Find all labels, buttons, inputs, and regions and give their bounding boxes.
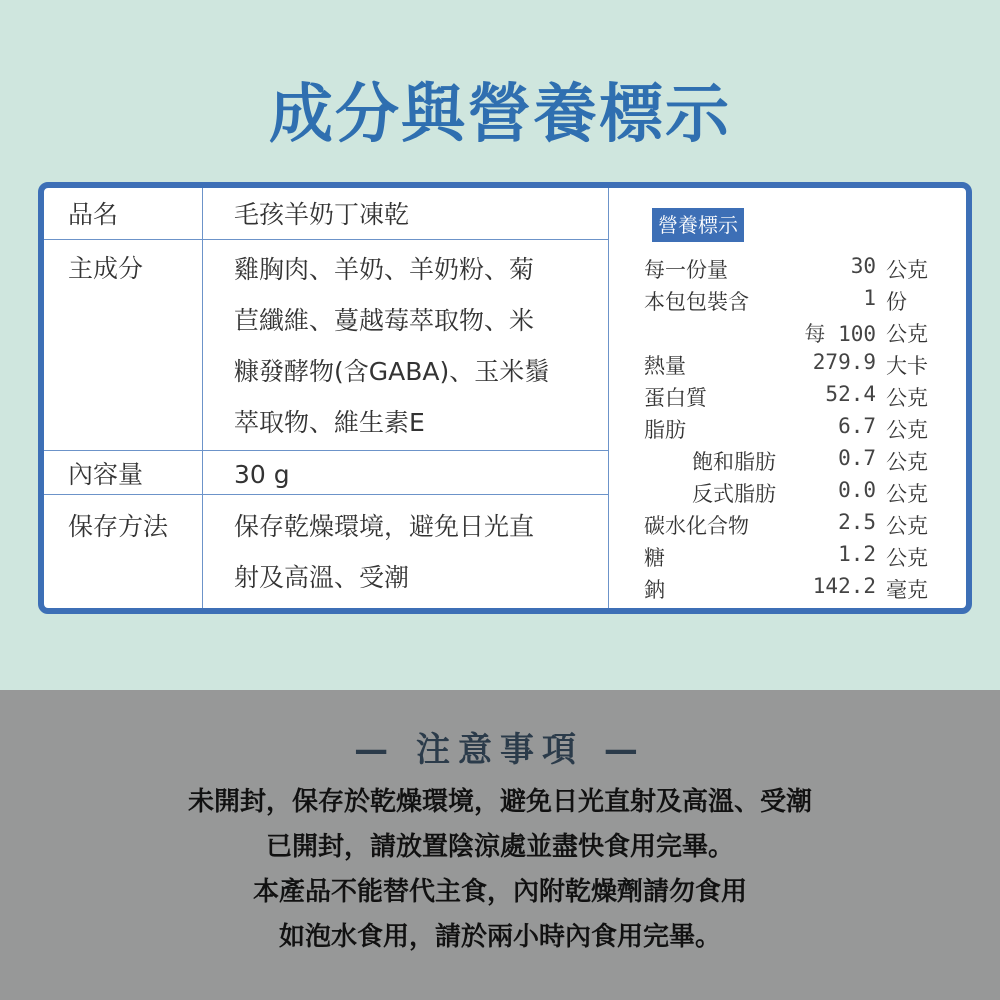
row-divider-2 [44,450,608,451]
storage-value [234,501,534,603]
nutrition-label: 本包包裝含 [644,290,749,314]
ingredients-line: 萃取物、維生素E [234,408,425,437]
nutrition-label: 反式脂肪 [692,482,776,506]
nutrition-row-saturated-fat [644,446,934,478]
notice-line: 未開封，保存於乾燥環境，避免日光直射及高溫、受潮 [187,787,812,817]
notice-line: 如泡水食用，請於兩小時內食用完畢。 [278,922,721,952]
nutrition-row-sodium [644,574,934,606]
row-divider-3 [44,494,608,495]
nutrition-value: 2.5 [838,510,876,534]
nutrition-row-sugar [644,542,934,574]
ingredients-line: 糠發酵物(含GABA)、玉米鬚 [234,357,550,386]
nutrition-row-carbohydrate [644,510,934,542]
nutrition-label: 每一份量 [644,258,728,282]
product-name-value: 毛孩羊奶丁凍乾 [234,200,410,229]
nutrition-value: 0.0 [838,478,876,502]
nutrition-row-energy [644,350,934,382]
storage-line: 保存乾燥環境，避免日光直 [234,512,535,541]
nutrition-unit: 份 [886,290,907,314]
notice-title: — 注意事項 — [354,730,646,770]
nutrition-value: 142.2 [812,574,876,598]
nutrition-value: 279.9 [812,350,876,374]
row-label-storage: 保存方法 [68,512,169,541]
nutrition-label: 飽和脂肪 [692,450,776,474]
ingredients-value [234,244,549,448]
nutrition-value: 每 100 [804,322,876,346]
nutrition-row-per-100 [644,318,934,350]
nutrition-row-serving-size [644,254,934,286]
nutrition-label: 熱量 [644,354,686,378]
nutrition-value: 1.2 [838,542,876,566]
ingredients-line: 雞胸肉、羊奶、羊奶粉、菊 [234,255,535,284]
column-divider-2 [608,188,609,608]
row-label-net-content: 內容量 [68,460,144,489]
row-label-ingredients: 主成分 [68,254,144,283]
notice-line: 本產品不能替代主食，內附乾燥劑請勿食用 [252,877,747,907]
net-content-value: 30 g [234,460,290,489]
nutrition-value: 1 [863,286,876,310]
info-card [38,182,972,614]
nutrition-label: 糖 [644,546,665,570]
nutrition-unit: 毫克 [886,578,928,602]
nutrition-row-servings [644,286,934,318]
page-title: 成分與營養標示 [269,78,731,152]
row-label-product-name: 品名 [68,200,119,229]
column-divider-1 [202,188,203,608]
nutrition-unit: 公克 [886,450,928,474]
nutrition-badge: 營養標示 [652,208,744,242]
row-divider-1 [44,239,608,240]
nutrition-unit: 公克 [886,258,928,282]
notice-list [0,780,1000,960]
nutrition-unit: 公克 [886,546,928,570]
nutrition-value: 0.7 [838,446,876,470]
notice-line: 已開封，請放置陰涼處並盡快食用完畢。 [265,832,734,862]
nutrition-unit: 公克 [886,386,928,410]
nutrition-value: 52.4 [825,382,876,406]
storage-line: 射及高溫、受潮 [234,563,410,592]
nutrition-unit: 大卡 [886,354,928,378]
nutrition-label: 蛋白質 [644,386,707,410]
ingredients-line: 苣纖維、蔓越莓萃取物、米 [234,306,535,335]
nutrition-unit: 公克 [886,418,928,442]
nutrition-row-trans-fat [644,478,934,510]
nutrition-row-fat [644,414,934,446]
nutrition-unit: 公克 [886,322,928,346]
nutrition-unit: 公克 [886,482,928,506]
nutrition-value: 6.7 [838,414,876,438]
nutrition-value: 30 [850,254,876,278]
nutrition-row-protein [644,382,934,414]
nutrition-unit: 公克 [886,514,928,538]
nutrition-label: 鈉 [644,578,665,602]
nutrition-label: 碳水化合物 [644,514,749,538]
nutrition-label: 脂肪 [644,418,686,442]
